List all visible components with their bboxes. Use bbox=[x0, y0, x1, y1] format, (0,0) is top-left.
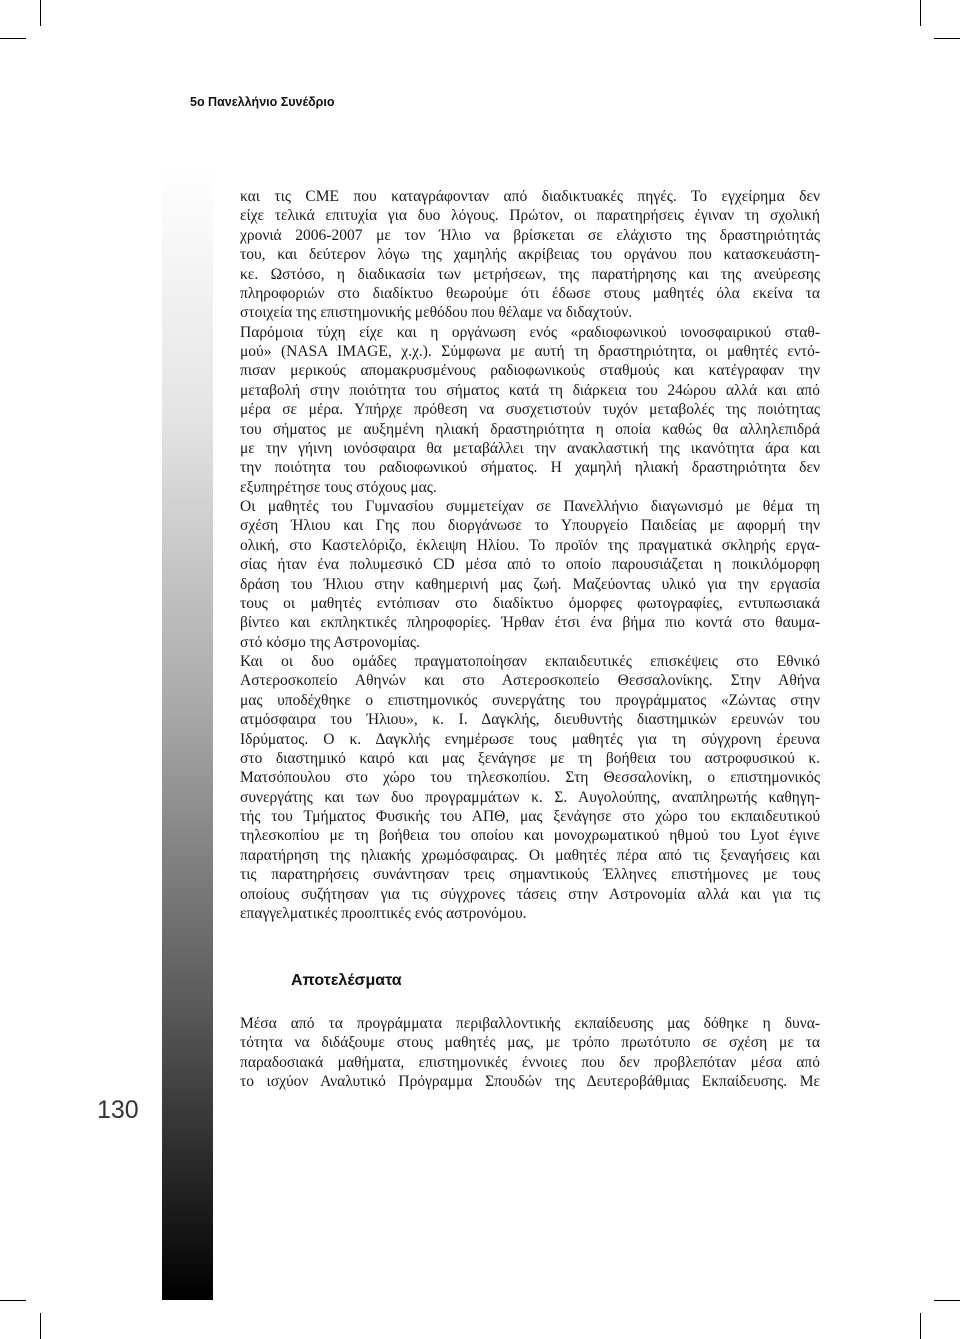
crop-mark bbox=[40, 1313, 41, 1339]
text-line: παρατήρηση της ηλιακής χρωμόσφαιρας. Οι μαθητές πέρα από τις ξεναγήσεις και bbox=[240, 846, 820, 864]
text-line: πληροφοριών στο διαδίκτυο θεωρούμε ότι έδωσε στους μαθητές όλα εκείνα τα bbox=[240, 284, 820, 302]
text-line: χρονιά 2006-2007 με τον Ήλιο να βρίσκεται σε ελάχιστο της δραστηριότητάς bbox=[240, 226, 820, 244]
paragraph bbox=[240, 187, 820, 323]
text-line: Ματσόπουλου στο χώρο του τηλεσκοπίου. Στη Θεσσαλονίκη, ο επιστημονικός bbox=[240, 769, 820, 787]
text-line: του, και δεύτερον λόγω της χαμηλής ακρίβειας του οργάνου που κατασκευάστη- bbox=[240, 246, 820, 264]
text-line: Οι μαθητές του Γυμνασίου συμμετείχαν σε Πανελλήνιο διαγωνισμό με θέμα τη bbox=[240, 498, 820, 515]
paragraph bbox=[240, 1014, 820, 1092]
text-line: μού» (NASA IMAGE, χ.χ.). Σύμφωνα με αυτή τη δραστηριότητα, οι μαθητές εντό- bbox=[240, 343, 820, 360]
crop-mark bbox=[920, 1313, 921, 1339]
text-line: στοιχεία της επιστημονικής μεθόδου που θέλαμε να διδαχτούν. bbox=[240, 304, 633, 322]
text-line: μας υποδέχθηκε ο επιστημονικός συνεργάτης του προγράμματος «Ζώντας στην bbox=[240, 691, 820, 709]
text-line: βίντεο και εκπληκτικές πληροφορίες. Ήρθαν έτσι ένα βήμα πιο κοντά στο θαυμα- bbox=[240, 614, 820, 632]
text-line: τους οι μαθητές εντόπισαν στο διαδίκτυο όμορφες φωτογραφίες, εντυπωσιακά bbox=[240, 594, 820, 612]
text-line: Αστεροσκοπείο Αθηνών και στο Αστεροσκοπείο Θεσσαλονίκης. Στην Αθήνα bbox=[240, 672, 820, 690]
text-line: Μέσα από τα προγράμματα περιβαλλοντικής εκπαίδευσης μας δόθηκε η δυνα- bbox=[240, 1015, 820, 1032]
text-line: τηλεσκοπίου με τη βοήθεια του οποίου και μονοχρωματικού ηθμού του Lyot έγινε bbox=[240, 827, 820, 845]
text-line: ολική, στο Καστελόριζο, έκλειψη Ηλίου. Το προϊόν της πραγματικά σκληρής εργα- bbox=[240, 536, 820, 554]
text-line: το ισχύον Αναλυτικό Πρόγραμμα Σπουδών της Δευτεροβάθμιας Εκπαίδευσης. Με bbox=[240, 1073, 820, 1091]
text-line: την ποιότητα του ραδιοφωνικού σήματος. Η χαμηλή ηλιακή δραστηριότητα δεν bbox=[240, 459, 820, 477]
text-line: εξυπηρέτησε τους στόχους μας. bbox=[240, 478, 437, 496]
text-line: πισαν μερικούς απομακρυσμένους ραδιοφωνικούς σταθμούς και κατέγραφαν την bbox=[240, 362, 820, 380]
body-text bbox=[240, 187, 820, 923]
crop-mark bbox=[920, 0, 921, 26]
text-line: μεταβολή στην ποιότητα του σήματος κατά τη διάρκεια του 24ώρου αλλά και από bbox=[240, 381, 820, 399]
text-line: είχε τελικά επιτυχία για δυο λόγους. Πρώτον, οι παρατηρήσεις έγιναν τη σχολική bbox=[240, 207, 820, 225]
text-line: σχέση Ήλιου και Γης που διοργάνωσε το Υπουργείο Παιδείας με αφορμή την bbox=[240, 517, 820, 535]
text-line: επαγγελματικές προοπτικές ενός αστρονόμου. bbox=[240, 904, 527, 922]
side-gradient-bar bbox=[162, 168, 213, 1300]
crop-mark bbox=[934, 1300, 960, 1301]
text-line: τις παρατηρήσεις συνάντησαν τρεις σημαντικούς Έλληνες επιστήμονες με τους bbox=[240, 866, 820, 884]
text-line: Παρόμοια τύχη είχε και η οργάνωση ενός «ραδιοφωνικού ιονοσφαιρικού σταθ- bbox=[240, 323, 820, 341]
running-header: 5ο Πανελλήνιο Συνέδριο bbox=[190, 95, 335, 109]
crop-mark bbox=[0, 38, 26, 39]
text-line: στο διαστημικό καιρό και μας ξενάγησε με τη βοήθεια του αστροφυσικού κ. bbox=[240, 749, 820, 767]
text-line: Και οι δυο ομάδες πραγματοποίησαν εκπαιδευτικές επισκέψεις στο Εθνικό bbox=[240, 653, 820, 670]
text-line: του σήματος με αυξημένη ηλιακή δραστηριότητα η οποία καθώς θα αλληλεπιδρά bbox=[240, 420, 820, 438]
text-line: στό κόσμο της Αστρονομίας. bbox=[240, 633, 420, 651]
text-line: οποίους συζήτησαν για τις σύγχρονες τάσεις στην Αστρονομία αλλά και για τις bbox=[240, 885, 820, 903]
crop-mark bbox=[934, 38, 960, 39]
text-line: Ιδρύματος. Ο κ. Δαγκλής ενημέρωσε τους μαθητές για τη σύγχρονη έρευνα bbox=[240, 730, 820, 748]
results-text bbox=[240, 1014, 820, 1092]
crop-mark bbox=[0, 1300, 26, 1301]
text-line: με την γήινη ιονόσφαιρα θα μεταβάλλει την ανακλαστική της ικανότητα άρα και bbox=[240, 439, 820, 457]
text-line: και τις CME που καταγράφονταν από διαδικτυακές πηγές. Το εγχείρημα δεν bbox=[240, 188, 820, 205]
text-line: δράση του Ήλιου στην καθημερινή μας ζωή. Μαζεύοντας υλικό για την εργασία bbox=[240, 575, 820, 593]
text-line: συνεργάτης και των δυο προγραμμάτων κ. Σ. Αυγολούπης, αναπληρωτής καθηγη- bbox=[240, 788, 820, 806]
text-line: κε. Ωστόσο, η διαδικασία των μετρήσεων, της παρατήρησης και της ανεύρεσης bbox=[240, 265, 820, 283]
text-line: σίας ήταν ένα πολυμεσικό CD μέσα από το οποίο παρουσιάζεται η ποικιλόμορφη bbox=[240, 556, 820, 574]
text-line: μέρα σε μέρα. Υπήρχε πρόθεση να συσχετιστούν τυχόν μεταβολές της ποιότητας bbox=[240, 401, 820, 419]
text-line: τότητα να διδάξουμε στους μαθητές μας, με τρόπο πρωτότυπο σε σχέση με τα bbox=[240, 1034, 820, 1052]
text-line: παραδοσιακά μαθήματα, επιστημονικές έννοιες που δεν προβλεπόταν μέσα από bbox=[240, 1053, 820, 1071]
page-number: 130 bbox=[97, 1096, 139, 1124]
crop-mark bbox=[40, 0, 41, 26]
section-heading: Αποτελέσματα bbox=[291, 972, 402, 989]
paragraph bbox=[240, 323, 820, 497]
text-line: τής του Τμήματος Φυσικής του ΑΠΘ, μας ξενάγησε στο χώρο του εκπαιδευτικού bbox=[240, 808, 820, 825]
text-line: ατμόσφαιρα του Ήλιου», κ. Ι. Δαγκλής, διευθυντής διαστημικών ερευνών του bbox=[240, 711, 820, 729]
paragraph bbox=[240, 497, 820, 652]
paragraph bbox=[240, 652, 820, 923]
